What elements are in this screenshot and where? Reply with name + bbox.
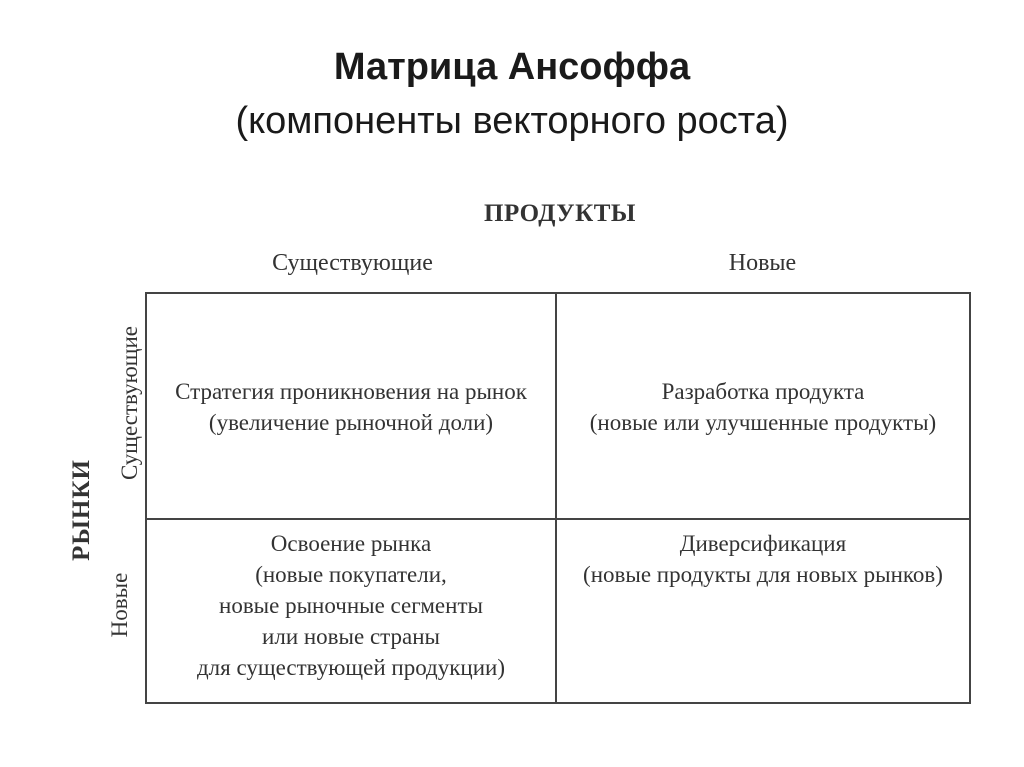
cell-diversification: [557, 528, 969, 590]
grid-divider-horizontal: [147, 518, 969, 520]
cell-description-line: (новые покупатели,: [255, 562, 447, 587]
products-axis-label: ПРОДУКТЫ: [484, 200, 636, 227]
cell-market-development: [147, 528, 555, 683]
ansoff-matrix-grid: [145, 292, 971, 704]
row-header-new: Новые: [107, 572, 132, 638]
cell-description-line: для существующей продукции): [196, 655, 505, 680]
column-header-new: Новые: [728, 250, 797, 276]
cell-description: (увеличение рыночной доли): [208, 410, 494, 435]
grid-divider-vertical: [555, 294, 557, 702]
cell-description: (новые продукты для новых рынков): [583, 562, 943, 587]
cell-heading: Освоение рынка: [270, 531, 432, 556]
row-header-existing: Существующие: [117, 326, 142, 481]
page-title: Матрица Ансоффа: [333, 46, 691, 88]
cell-market-penetration: [147, 376, 555, 438]
cell-heading: Диверсификация: [679, 531, 847, 556]
cell-heading: Стратегия проникновения на рынок: [175, 379, 527, 404]
column-header-existing: Существующие: [272, 250, 433, 276]
cell-description-line: или новые страны: [262, 624, 440, 649]
cell-description-line: новые рыночные сегменты: [219, 593, 483, 618]
page-subtitle: (компоненты векторного роста): [235, 100, 789, 142]
cell-description: (новые или улучшенные продукты): [589, 410, 937, 435]
cell-heading: Разработка продукта: [661, 379, 865, 404]
cell-product-development: [557, 376, 969, 438]
markets-axis-label: РЫНКИ: [68, 459, 95, 561]
